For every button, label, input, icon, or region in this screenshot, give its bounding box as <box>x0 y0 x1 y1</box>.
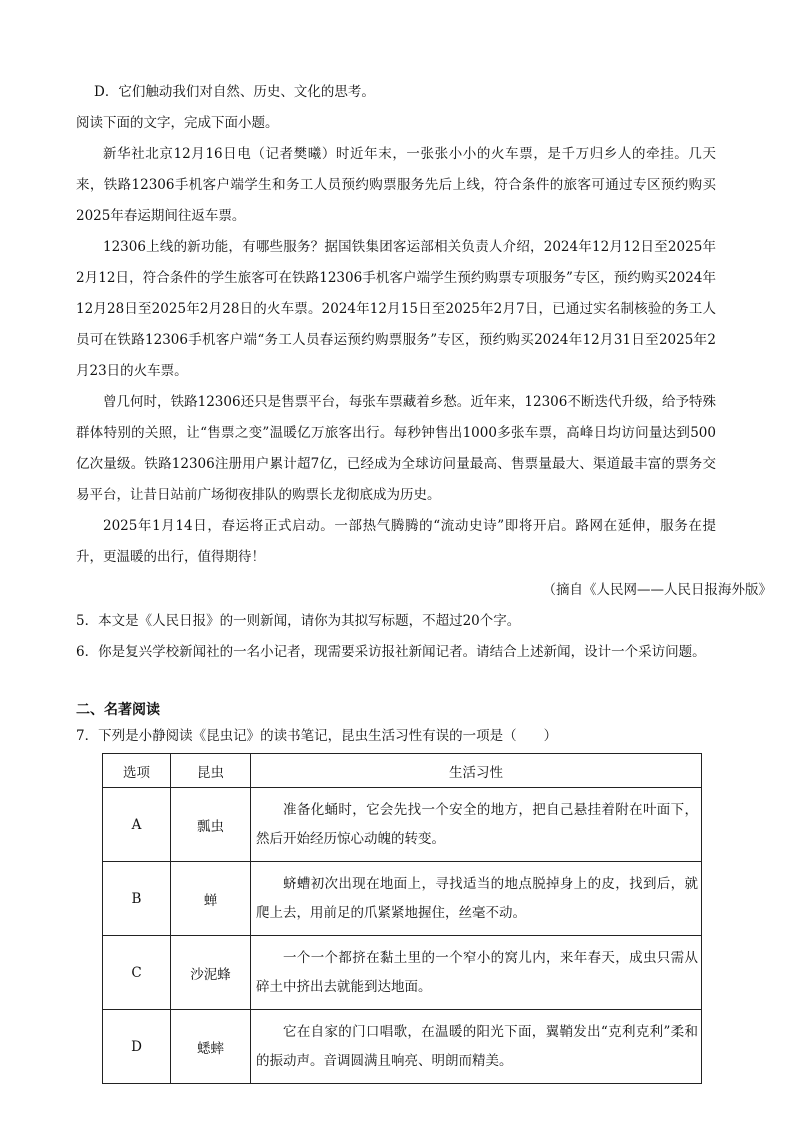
table-header-row <box>103 754 702 788</box>
option-cell: A <box>103 788 171 862</box>
article-paragraph-4: 2025年1月14日，春运将正式启动。一部热气腾腾的“流动史诗”即将开启。路网在延伸，服务在提升，更温暖的出行，值得期待！ <box>76 518 716 565</box>
article-paragraph-3: 曾几何时，铁路12306还只是售票平台，每张车票藏着乡愁。近年来，12306不断迭代升级，给予特殊群体特别的关照，让“售票之变”温暖亿万旅客出行。每秒钟售出1000多张车票，高峰日均访问量达到500亿次量级。铁路12306注册用户累计超7亿，已经成为全球访问量最高、售票量最大、渠道最丰富的票务交易平台，让昔日站前广场彻夜排队的购票长龙彻底成为历史。 <box>76 394 716 503</box>
option-cell: D <box>103 1010 171 1084</box>
previous-option-d: D．它们触动我们对自然、历史、文化的思考。 <box>94 84 375 100</box>
header-insect: 昆虫 <box>171 754 251 788</box>
question-5: 5．本文是《人民日报》的一则新闻，请你为其拟写标题，不超过20个字。 <box>76 613 521 629</box>
header-option: 选项 <box>103 754 171 788</box>
table-row <box>103 788 702 862</box>
article-paragraph-2: 12306上线的新功能，有哪些服务？据国铁集团客运部相关负责人介绍，2024年12月12日至2025年2月12日，符合条件的学生旅客可在铁路12306手机客户端学生预约购票专项服务”专区，预约购买2024年12月28日至2025年2月28日的火车票。2024年12月15日至2025年2月7日，已通过实名制核验的务工人员可在铁路12306手机客户端“务工人员春运预约购票服务”专区，预约购买2024年12月31日至2025年2月23日的火车票。 <box>76 239 716 379</box>
article-source: （摘自《人民网——人民日报海外版》 <box>542 582 772 598</box>
habit-cell: 它在自家的门口唱歌，在温暖的阳光下面，翼鞘发出“克利克利”柔和的振动声。音调圆满且响亮、明朗而精美。 <box>251 1010 702 1084</box>
habit-cell: 蛴螬初次出现在地面上，寻找适当的地点脱掉身上的皮，找到后，就爬上去，用前足的爪紧紧地握住，丝毫不动。 <box>251 862 702 936</box>
table-row <box>103 936 702 1010</box>
option-cell: B <box>103 862 171 936</box>
insect-cell: 蟋蟀 <box>171 1010 251 1084</box>
habit-cell: 准备化蛹时，它会先找一个安全的地方，把自己悬挂着附在叶面下，然后开始经历惊心动魄的转变。 <box>251 788 702 862</box>
article-paragraph-1: 新华社北京12月16日电（记者樊曦）时近年末，一张张小小的火车票，是千万归乡人的牵挂。几天来，铁路12306手机客户端学生和务工人员预约购票服务先后上线，符合条件的旅客可通过专区预约购买2025年春运期间往返车票。 <box>76 146 716 224</box>
table-row <box>103 1010 702 1084</box>
habit-cell: 一个一个都挤在黏土里的一个窄小的窝儿内，来年春天，成虫只需从碎土中挤出去就能到达地面。 <box>251 936 702 1010</box>
question-6: 6．你是复兴学校新闻社的一名小记者，现需要采访报社新闻记者。请结合上述新闻，设计一个采访问题。 <box>76 644 706 660</box>
option-cell: C <box>103 936 171 1010</box>
insect-cell: 蝉 <box>171 862 251 936</box>
question-7-stem: 7．下列是小静阅读《昆虫记》的读书笔记，昆虫生活习性有误的一项是（ ） <box>76 728 558 744</box>
insect-habits-table <box>102 753 702 1084</box>
insect-cell: 瓢虫 <box>171 788 251 862</box>
section-title: 二、名著阅读 <box>76 702 160 718</box>
table-row <box>103 862 702 936</box>
insect-cell: 沙泥蜂 <box>171 936 251 1010</box>
header-habit: 生活习性 <box>251 754 702 788</box>
reading-instruction: 阅读下面的文字，完成下面小题。 <box>76 115 279 131</box>
